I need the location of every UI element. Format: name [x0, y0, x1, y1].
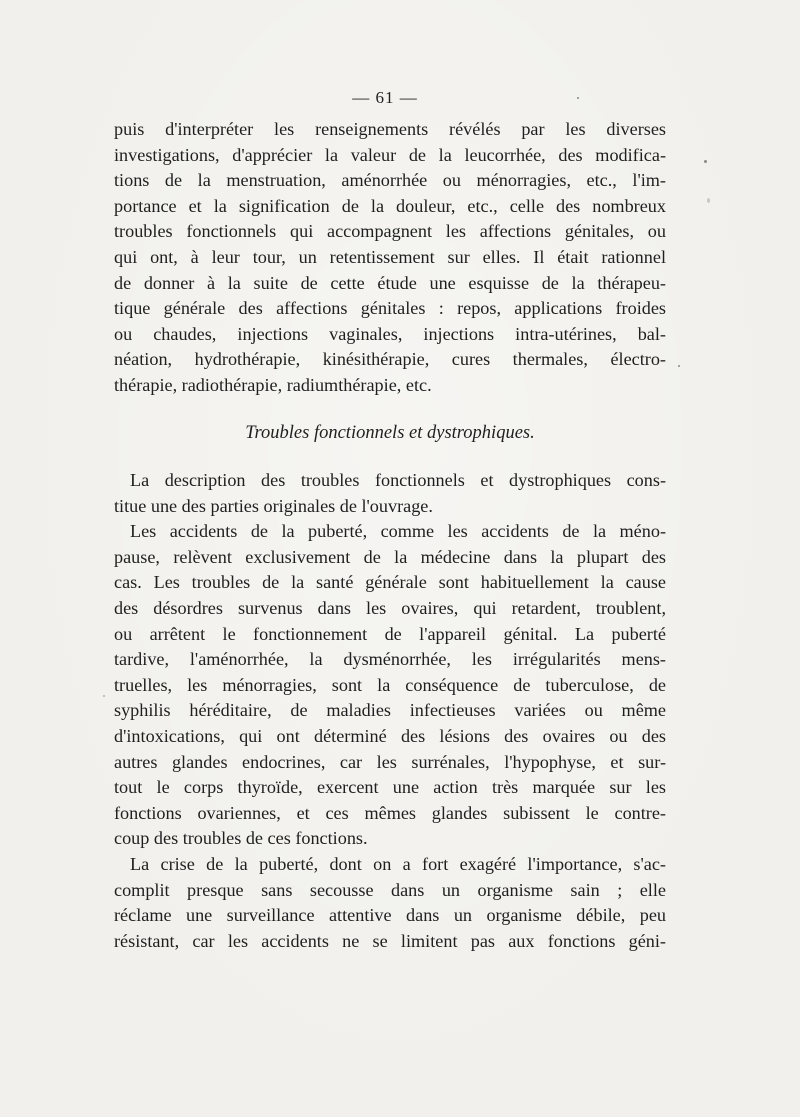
- text-line: qui ont, à leur tour, un retentissement sur elles. Il était rationnel: [114, 246, 666, 267]
- text-line: tout le corps thyroïde, exercent une action très marquée sur les: [114, 777, 666, 798]
- text-line: puis d'interpréter les renseignements révélés par les diverses: [114, 119, 666, 139]
- text-line: Les accidents de la puberté, comme les accidents de la méno-: [130, 521, 666, 542]
- text-line: troubles fonctionnels qui accompagnent les affections génitales, ou: [114, 221, 666, 242]
- text-line: néation, hydrothérapie, kinésithérapie, cures thermales, électro-: [114, 349, 666, 370]
- text-line: tardive, l'aménorrhée, la dysménorrhée, les irrégularités mens-: [114, 649, 666, 670]
- text-line: investigations, d'apprécier la valeur de la leucorrhée, des modifica-: [114, 144, 666, 165]
- text-line: tique générale des affections génitales : repos, applications froides: [114, 298, 666, 319]
- text-line: thérapie, radiothérapie, radiumthérapie, etc.: [114, 374, 432, 395]
- text-line: fonctions ovariennes, et ces mêmes glandes subissent le contre-: [114, 802, 666, 823]
- text-line: tions de la menstruation, aménorrhée ou ménorragies, etc., l'im-: [114, 170, 666, 191]
- text-line: coup des troubles de ces fonctions.: [114, 828, 368, 849]
- text-line: truelles, les ménorragies, sont la conséquence de tuberculose, de: [114, 674, 666, 695]
- text-line: titue une des parties originales de l'ouvrage.: [114, 495, 433, 516]
- paragraph-1: [114, 117, 666, 399]
- scan-speck: [704, 160, 707, 163]
- text-line: cas. Les troubles de la santé générale sont habituellement la cause: [114, 572, 666, 593]
- text-line: réclame une surveillance attentive dans un organisme débile, peu: [114, 905, 666, 926]
- text-line: syphilis héréditaire, de maladies infectieuses variées ou même: [114, 700, 666, 721]
- text-line: de donner à la suite de cette étude une esquisse de la thérapeu-: [114, 272, 666, 293]
- text-line: La description des troubles fonctionnels et dystrophiques cons-: [130, 470, 666, 490]
- text-line: d'intoxications, qui ont déterminé des lésions des ovaires ou des: [114, 725, 666, 746]
- text-line: résistant, car les accidents ne se limitent pas aux fonctions géni-: [114, 930, 666, 951]
- text-line: portance et la signification de la douleur, etc., celle des nombreux: [114, 195, 666, 216]
- section-heading: Troubles fonctionnels et dystrophiques.: [245, 423, 535, 443]
- text-line: La crise de la puberté, dont on a fort exagéré l'importance, s'ac-: [130, 853, 666, 874]
- scan-speck: [707, 198, 710, 203]
- text-line: autres glandes endocrines, car les surrénales, l'hypophyse, et sur-: [114, 751, 666, 772]
- text-line: pause, relèvent exclusivement de la médecine dans la plupart des: [114, 546, 666, 567]
- text-line: des désordres survenus dans les ovaires, qui retardent, troublent,: [114, 597, 666, 618]
- body-text: [114, 468, 666, 954]
- text-line: ou chaudes, injections vaginales, injections intra-utérines, bal-: [114, 323, 666, 344]
- scan-speck: [103, 695, 105, 697]
- scan-speck: [577, 97, 579, 99]
- text-line: complit presque sans secousse dans un organisme sain ; elle: [114, 879, 666, 900]
- text-line: ou arrêtent le fonctionnement de l'appareil génital. La puberté: [114, 623, 666, 644]
- scan-speck: [678, 365, 680, 367]
- page-number: — 61 —: [352, 88, 418, 107]
